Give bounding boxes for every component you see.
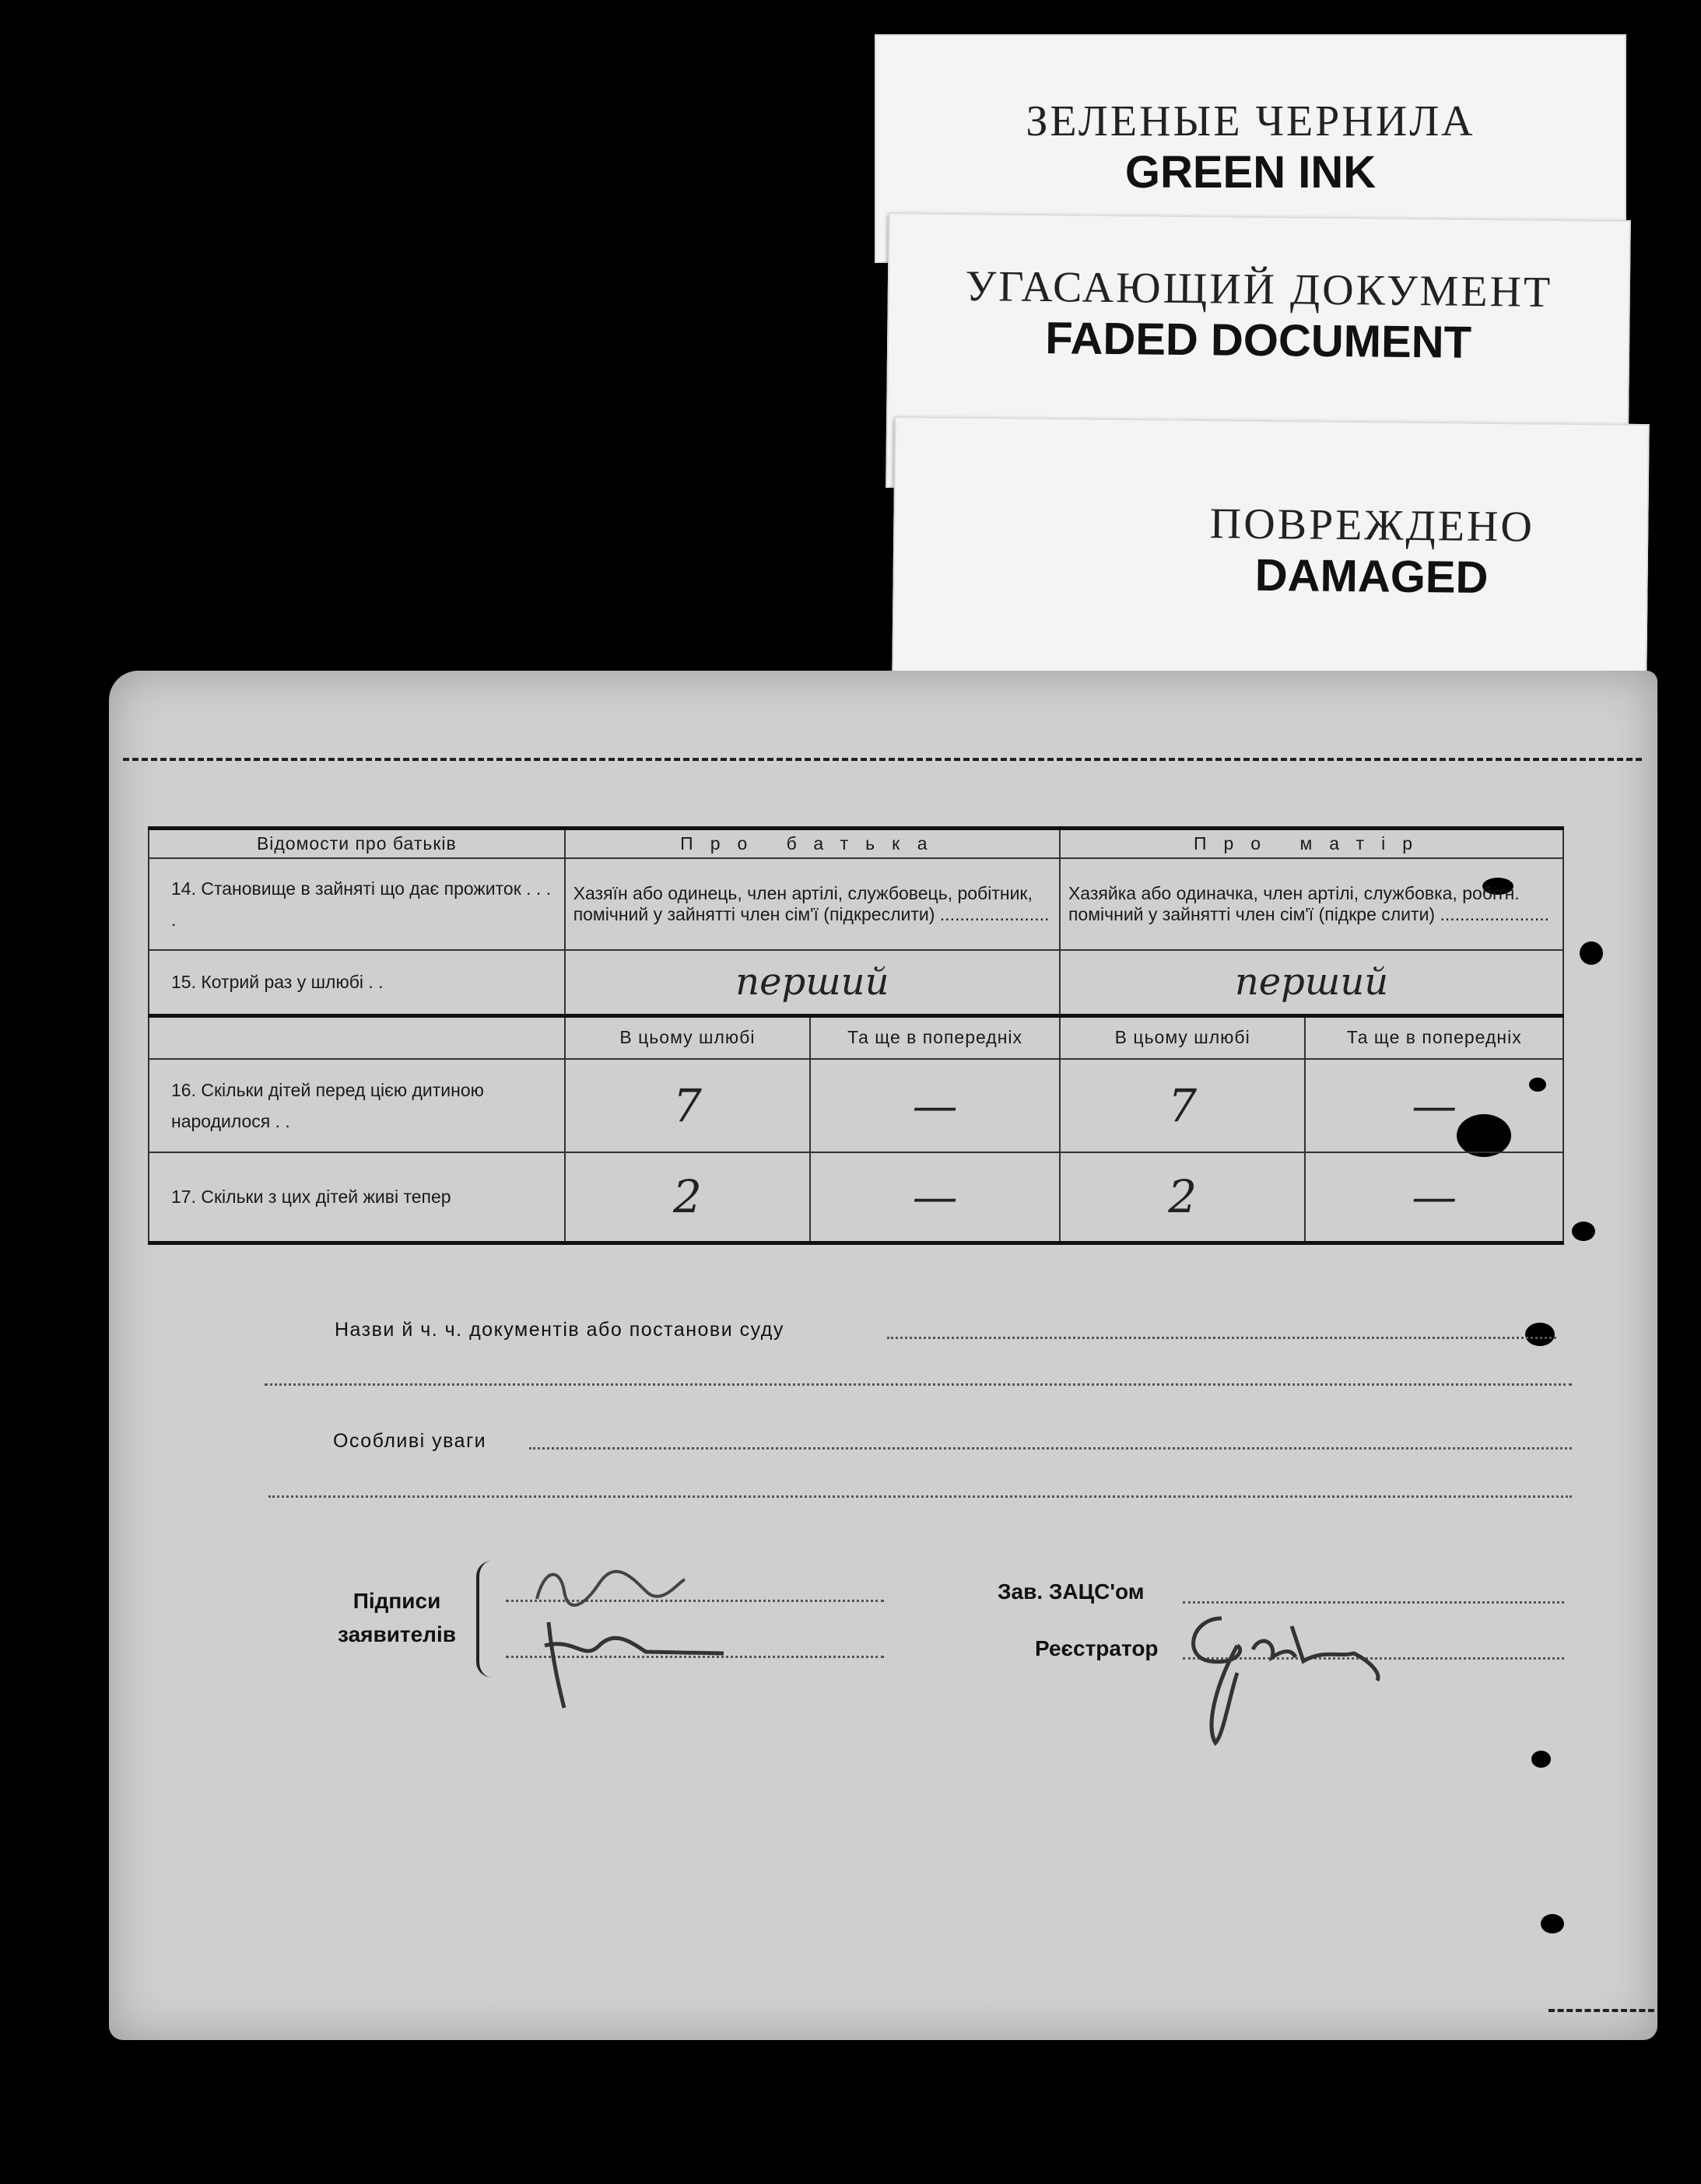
damage-hole <box>1525 1323 1555 1346</box>
father-children-this: 7 <box>565 1059 810 1152</box>
notes-line[interactable] <box>529 1447 1572 1450</box>
mother-children-prev: — <box>1305 1059 1563 1152</box>
header-mother: Про матір <box>1060 829 1563 859</box>
father-marriage-count: перший <box>565 950 1060 1015</box>
damage-hole <box>1541 1914 1564 1933</box>
applicant-signatures <box>529 1552 731 1716</box>
row14-label: 14. Становище в зайняті що дає прожиток . . . . <box>149 858 565 950</box>
applicants-label-1: Підписи <box>352 1589 441 1613</box>
mother-children-alive-prev: — <box>1305 1152 1563 1243</box>
row17-label: 17. Скільки з цих дітей живі тепер <box>149 1152 565 1243</box>
mother-marriage-count: перший <box>1060 950 1563 1015</box>
father-children-prev: — <box>810 1059 1060 1152</box>
father-occupation: Хазяїн або одинець, член артілі, службовець, робітник, помічний у зайнятті член сім'ї (підкреслити) ...................... <box>565 858 1060 950</box>
parents-table <box>148 826 1564 1245</box>
damage-hole <box>1580 941 1603 965</box>
head-label: Зав. ЗАЦС'ом <box>998 1579 1145 1604</box>
subheader-father-prev: Та ще в попередніх <box>810 1015 1060 1059</box>
label-en: GREEN INK <box>1124 147 1377 198</box>
brace <box>476 1561 495 1677</box>
damage-hole <box>1531 1751 1551 1768</box>
damage-hole <box>1572 1222 1595 1241</box>
subheader-mother-this: В цьому шлюбі <box>1060 1015 1305 1059</box>
label-ru: ЗЕЛЕНЫЕ ЧЕРНИЛА <box>1026 97 1475 145</box>
label-ru: УГАСАЮЩИЙ ДОКУМЕНТ <box>965 262 1553 317</box>
notes-label: Особливі уваги <box>333 1430 487 1452</box>
mother-children-this: 7 <box>1060 1059 1305 1152</box>
documents-line-2[interactable] <box>265 1383 1572 1386</box>
damaged-label <box>892 416 1649 684</box>
label-en: FADED DOCUMENT <box>1044 313 1472 368</box>
registrar-label: Реєстратор <box>1035 1636 1159 1660</box>
header-parents-info: Відомости про батьків <box>149 829 565 859</box>
subheader-blank <box>149 1015 565 1059</box>
documents-label: Назви й ч. ч. документів або постанови суду <box>335 1319 784 1341</box>
header-father: Про батька <box>565 829 1060 859</box>
registrar-signature <box>1167 1603 1401 1758</box>
row15-label: 15. Котрий раз у шлюбі . . <box>149 950 565 1015</box>
cut-line <box>123 758 1642 761</box>
mother-occupation: Хазяйка або одиначка, член артілі, службовка, робітн. помічний у зайнятті член сім'ї (підкре слити) ...................... <box>1060 858 1563 950</box>
label-ru: ПОВРЕЖДЕНО <box>1209 500 1535 552</box>
label-en: DAMAGED <box>1254 549 1489 603</box>
applicants-label-2: заявителів <box>338 1622 456 1646</box>
father-children-alive-prev: — <box>810 1152 1060 1243</box>
notes-line-2[interactable] <box>268 1495 1572 1498</box>
cut-line-bottom <box>1548 2009 1654 2012</box>
father-children-alive: 2 <box>565 1152 810 1243</box>
mother-children-alive: 2 <box>1060 1152 1305 1243</box>
subheader-mother-prev: Та ще в попередніх <box>1305 1015 1563 1059</box>
documents-line[interactable] <box>887 1337 1556 1339</box>
row16-label: 16. Скільки дітей перед цією дитиною народилося . . <box>149 1059 565 1152</box>
subheader-father-this: В цьому шлюбі <box>565 1015 810 1059</box>
